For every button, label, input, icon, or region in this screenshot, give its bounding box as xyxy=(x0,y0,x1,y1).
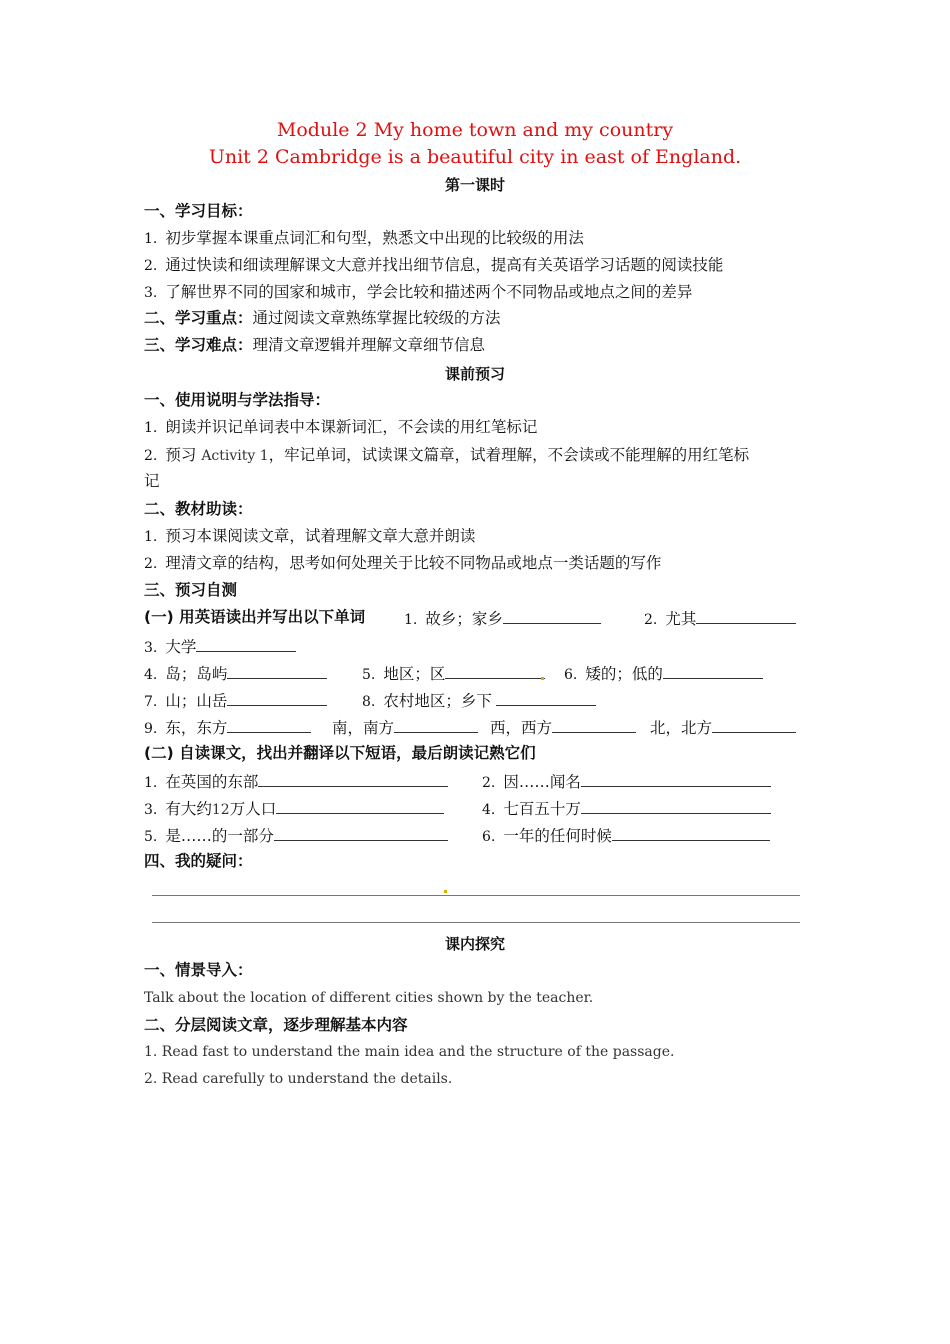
word-item xyxy=(144,689,327,712)
aid-item xyxy=(144,526,475,547)
word-item xyxy=(564,662,763,685)
word-item xyxy=(644,607,796,630)
word-item xyxy=(650,716,796,738)
self-test-heading: 三、预习自测 xyxy=(144,581,238,599)
word-number: 5. xyxy=(362,667,376,683)
reading-item: 1. Read fast to understand the main idea and the structure of the passage. xyxy=(144,1044,675,1060)
goal-number: 2. xyxy=(144,258,158,274)
reading-item: 2. Read carefully to understand the details. xyxy=(144,1071,453,1087)
aid-text: 预习本课阅读文章，试着理解文章大意并朗读 xyxy=(165,527,476,545)
aid-item xyxy=(144,553,661,574)
answer-blank[interactable] xyxy=(496,689,596,706)
goal-text: 通过快读和细读理解课文大意并找出细节信息，提高有关英语学习话题的阅读技能 xyxy=(165,256,724,274)
answer-blank[interactable] xyxy=(227,689,327,706)
answer-blank[interactable] xyxy=(196,635,296,652)
word-text: 西，西方 xyxy=(490,719,553,737)
phrase-number: 1. xyxy=(144,775,158,791)
stray-dot xyxy=(541,677,544,680)
intro-heading: 一、情景导入： xyxy=(144,961,253,979)
word-text: 山；山岳 xyxy=(165,692,228,710)
word-item xyxy=(490,716,636,738)
word-item xyxy=(404,607,601,630)
goal-text: 初步掌握本课重点词汇和句型，熟悉文中出现的比较级的用法 xyxy=(165,229,584,247)
answer-blank[interactable] xyxy=(581,770,771,787)
unit-title: Unit 2 Cambridge is a beautiful city in east of England. xyxy=(208,146,742,168)
stray-dot xyxy=(444,890,447,893)
phrase-number: 2. xyxy=(482,775,496,791)
key-point-line xyxy=(144,308,501,328)
preview-heading: 课前预习 xyxy=(444,365,505,383)
answer-blank[interactable] xyxy=(612,824,770,841)
key-point-label: 二、学习重点： xyxy=(144,309,253,327)
word-item xyxy=(144,716,311,739)
goals-heading: 一、学习目标： xyxy=(144,202,253,220)
aid-number: 2. xyxy=(144,556,158,572)
question-line[interactable] xyxy=(152,895,800,896)
phrase-item xyxy=(482,824,770,847)
word-number: 2. xyxy=(644,612,658,628)
lesson-heading: 第一课时 xyxy=(444,176,505,194)
guide-number: 2. xyxy=(144,448,158,464)
goal-item xyxy=(144,228,584,249)
difficulty-line xyxy=(144,335,485,355)
module-title: Module 2 My home town and my country xyxy=(276,119,674,141)
difficulty-text: 理清文章逻辑并理解文章细节信息 xyxy=(252,336,486,354)
word-text: 尤其 xyxy=(665,610,697,628)
guide-item xyxy=(144,445,749,466)
answer-blank[interactable] xyxy=(274,824,448,841)
part2-heading: (二) 自读课文，找出并翻译以下短语，最后朗读记熟它们 xyxy=(144,744,536,762)
word-number: 7. xyxy=(144,694,158,710)
phrase-number: 4. xyxy=(482,802,496,818)
guide-activity: Activity 1 xyxy=(201,448,269,464)
answer-blank[interactable] xyxy=(712,716,796,733)
phrase-number: 3. xyxy=(144,802,158,818)
phrase-item xyxy=(144,824,448,847)
guide-number: 1. xyxy=(144,420,158,436)
question-line[interactable] xyxy=(152,922,800,923)
phrase-text: 因……闻名 xyxy=(503,773,581,791)
phrase-text: 万人口 xyxy=(229,800,277,818)
goal-number: 1. xyxy=(144,231,158,247)
answer-blank[interactable] xyxy=(276,797,444,814)
answer-blank[interactable] xyxy=(581,797,771,814)
word-text: 大学 xyxy=(165,638,197,656)
guide-item xyxy=(144,417,537,438)
key-point-text: 通过阅读文章熟练掌握比较级的方法 xyxy=(252,309,501,327)
phrase-item xyxy=(482,797,771,820)
answer-blank[interactable] xyxy=(227,662,327,679)
aid-heading: 二、教材助读： xyxy=(144,500,253,518)
answer-blank[interactable] xyxy=(227,716,311,733)
word-text: 地区；区 xyxy=(383,665,446,683)
word-number: 3. xyxy=(144,640,158,656)
phrase-text: 一年的任何时候 xyxy=(503,827,612,845)
goal-number: 3. xyxy=(144,285,158,301)
word-item xyxy=(362,689,596,712)
answer-blank[interactable] xyxy=(503,607,601,624)
guide-heading: 一、使用说明与学法指导： xyxy=(144,391,331,409)
word-text: 北，北方 xyxy=(650,719,713,737)
guide-text-pre: 预习 xyxy=(165,446,197,464)
phrase-number-value: 12 xyxy=(211,802,230,818)
aid-number: 1. xyxy=(144,529,158,545)
answer-blank[interactable] xyxy=(394,716,478,733)
word-item xyxy=(144,662,327,685)
word-text: 南，南方 xyxy=(332,719,395,737)
phrase-number: 6. xyxy=(482,829,496,845)
word-text: 农村地区；乡下 xyxy=(383,692,492,710)
inclass-heading: 课内探究 xyxy=(444,935,505,953)
phrase-number: 5. xyxy=(144,829,158,845)
phrase-text: 有大约 xyxy=(165,800,212,818)
aid-text: 理清文章的结构，思考如何处理关于比较不同物品或地点一类话题的写作 xyxy=(165,554,662,572)
word-text: 东，东方 xyxy=(165,719,228,737)
guide-wrap: 记 xyxy=(144,472,160,490)
question-heading: 四、我的疑问： xyxy=(144,852,253,870)
word-item xyxy=(332,716,478,738)
word-text: 故乡；家乡 xyxy=(425,610,503,628)
phrase-item xyxy=(144,797,444,820)
difficulty-label: 三、学习难点： xyxy=(144,336,253,354)
word-number: 6. xyxy=(564,667,578,683)
word-number: 9. xyxy=(144,721,158,737)
word-number: 4. xyxy=(144,667,158,683)
phrase-item xyxy=(144,770,448,793)
word-text: 岛；岛屿 xyxy=(165,665,228,683)
goal-item xyxy=(144,282,692,303)
answer-blank[interactable] xyxy=(552,716,636,733)
answer-blank[interactable] xyxy=(445,662,545,679)
word-number: 1. xyxy=(404,612,418,628)
phrase-text: 在英国的东部 xyxy=(165,773,259,791)
guide-text: 朗读并识记单词表中本课新词汇，不会读的用红笔标记 xyxy=(165,418,538,436)
phrase-item xyxy=(482,770,771,793)
reading-heading: 二、分层阅读文章，逐步理解基本内容 xyxy=(144,1016,408,1034)
answer-blank[interactable] xyxy=(258,770,448,787)
word-number: 8. xyxy=(362,694,376,710)
guide-text-post: ，牢记单词，试读课文篇章，试着理解，不会读或不能理解的用红笔标 xyxy=(268,446,750,464)
word-item xyxy=(144,635,296,658)
part1-heading: (一) 用英语读出并写出以下单词 xyxy=(144,608,366,626)
goal-item xyxy=(144,255,723,276)
goal-text: 了解世界不同的国家和城市，学会比较和描述两个不同物品或地点之间的差异 xyxy=(165,283,693,301)
phrase-text: 是……的一部分 xyxy=(165,827,274,845)
word-text: 矮的；低的 xyxy=(585,665,663,683)
phrase-text: 七百五十万 xyxy=(503,800,581,818)
word-item xyxy=(362,662,545,685)
answer-blank[interactable] xyxy=(696,607,796,624)
answer-blank[interactable] xyxy=(663,662,763,679)
intro-text: Talk about the location of different cities shown by the teacher. xyxy=(144,990,594,1006)
